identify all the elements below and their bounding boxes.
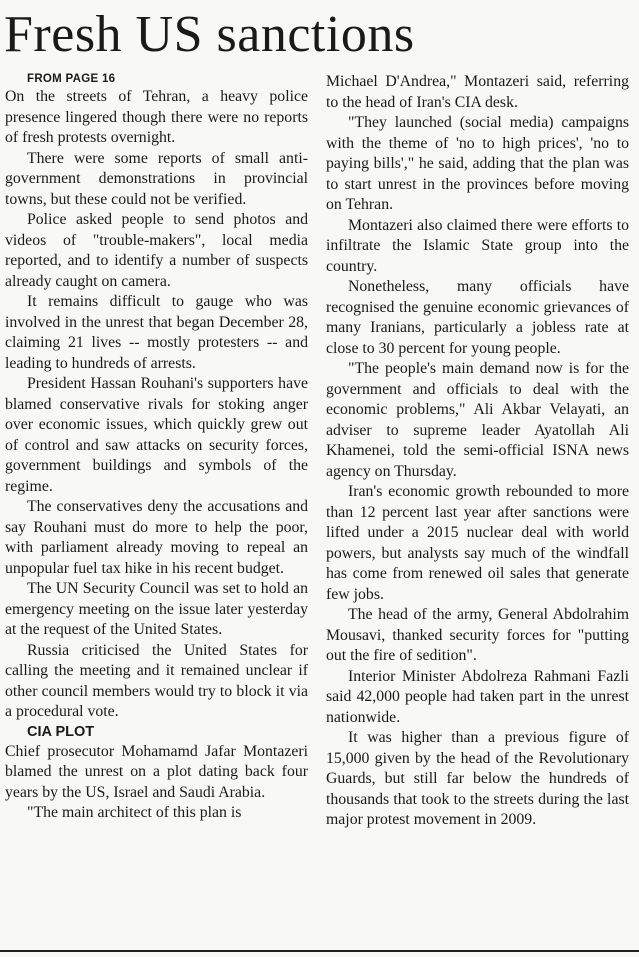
paragraph: The UN Security Council was set to hold an emergency meeting on the issue later yesterday at the request of the United States.: [5, 580, 308, 638]
paragraph: On the streets of Tehran, a heavy police presence lingered though there were no reports of fresh protests overnight.: [5, 88, 308, 146]
paragraph: The conservatives deny the accusations and say Rouhani must do more to help the poor, with parliament already moving to repeal an unpopular fuel tax hike in his recent budget.: [5, 498, 308, 577]
paragraph: It was higher than a previous figure of 15,000 given by the head of the Revolutionary Guards, but still far below the hundreds of thousands that took to the streets during the last major protest movement in 2009.: [326, 729, 629, 828]
paragraph: Iran's economic growth rebounded to more than 12 percent last year after sanctions were lifted under a 2015 nuclear deal with world powers, but analysts say much of the windfall has come from renewed oil sales that generate few jobs.: [326, 483, 629, 603]
paragraph: Nonetheless, many officials have recognised the genuine economic grievances of many Iranians, particularly a jobless rate at close to 30 percent for young people.: [326, 278, 629, 357]
headline: Fresh US sanctions: [4, 6, 415, 63]
paragraph: "They launched (social media) campaigns with the theme of 'no to high prices', 'no to paying bills'," he said, adding that the plan was to start unrest in the provinces before moving on Tehran.: [326, 114, 629, 213]
paragraph: It remains difficult to gauge who was involved in the unrest that began December 28, claiming 21 lives -- mostly protesters -- and leading to hundreds of arrests.: [5, 293, 308, 372]
paragraph: Montazeri also claimed there were efforts to infiltrate the Islamic State group into the country.: [326, 216, 629, 275]
paragraph: Russia criticised the United States for calling the meeting and it remained unclear if other council members would try to block it via a procedural vote.: [5, 641, 308, 720]
dateline: FROM PAGE 16: [27, 73, 116, 85]
subhead-cia-plot: CIA PLOT: [27, 723, 95, 740]
article-column-left: [5, 72, 308, 824]
paragraph: The head of the army, General Abdolrahim Mousavi, thanked security forces for "putting out the fire of sedition".: [326, 606, 629, 664]
paragraph: "The main architect of this plan is: [27, 804, 242, 821]
paragraph: Michael D'Andrea," Montazeri said, referring to the head of Iran's CIA desk.: [326, 73, 629, 111]
paragraph: President Hassan Rouhani's supporters have blamed conservative rivals for stoking anger over economic issues, which quickly grew out of control and saw attacks on security forces, government buildings and symbols of the regime.: [5, 375, 308, 495]
paragraph: "The people's main demand now is for the government and officials to deal with the economic problems," Ali Akbar Velayati, an adviser to supreme leader Ayatollah Ali Khamenei, told the semi-official ISNA news agency on Thursday.: [326, 360, 629, 480]
paragraph: There were some reports of small anti-government demonstrations in provincial towns, but these could not be verified.: [5, 149, 308, 208]
article-column-right: [326, 72, 629, 831]
paragraph: Police asked people to send photos and videos of "trouble-makers", local media reported, and to identify a number of suspects already caught on camera.: [5, 211, 308, 290]
paragraph: Chief prosecutor Mohamamd Jafar Montazeri blamed the unrest on a plot dating back four years by the US, Israel and Saudi Arabia.: [5, 742, 308, 801]
paragraph-interior-minister: Interior Minister Abdolreza Rahmani Fazli said 42,000 people had taken part in the unrest nationwide.: [326, 667, 629, 726]
bottom-rule: [0, 950, 639, 952]
